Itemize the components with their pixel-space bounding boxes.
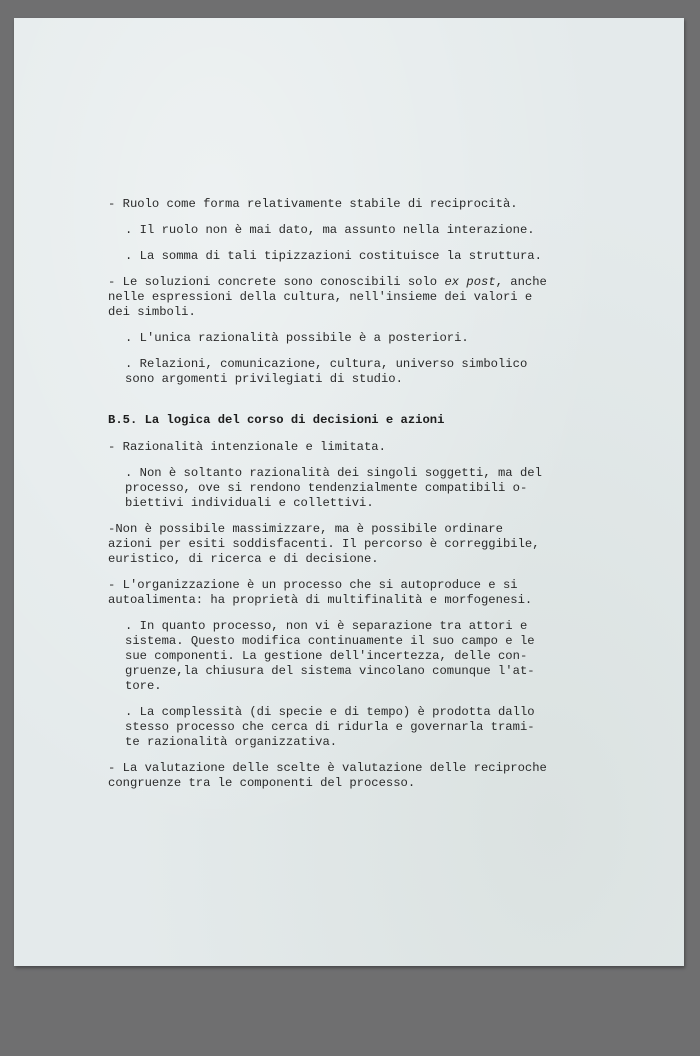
text-line: congruenze tra le componenti del processo. — [108, 776, 416, 790]
heading-text: B.5. La logica del corso di decisioni e azioni — [108, 413, 445, 427]
text-line: . L'unica razionalità possibile è a posteriori. — [125, 331, 469, 345]
text-line: - Ruolo come forma relativamente stabile di reciprocità. — [108, 197, 518, 211]
document-text — [108, 197, 596, 802]
text-fragment: - Le soluzioni concrete sono conoscibili solo — [108, 275, 445, 289]
bullet-relazioni — [125, 357, 596, 387]
text-line: euristico, di ricerca e di decisione. — [108, 552, 379, 566]
text-line — [108, 275, 596, 290]
bullet-in-quanto-processo — [125, 619, 596, 694]
paragraph-ruolo — [108, 197, 596, 212]
text-line: biettivi individuali e collettivi. — [125, 496, 374, 510]
text-fragment: , anche — [495, 275, 547, 289]
text-line: . La complessità (di specie e di tempo) è prodotta dallo — [125, 705, 535, 719]
text-line: gruenze,la chiusura del sistema vincolano comunque l'at- — [125, 664, 535, 678]
text-line: . Non è soltanto razionalità dei singoli soggetti, ma del — [125, 466, 542, 480]
text-line: . La somma di tali tipizzazioni costituisce la struttura. — [125, 249, 542, 263]
italic-text: ex post — [444, 275, 496, 289]
text-line: tore. — [125, 679, 162, 693]
paragraph-massimizzare — [108, 522, 596, 567]
bullet-complessita — [125, 705, 596, 750]
text-line: azioni per esiti soddisfacenti. Il percorso è correggibile, — [108, 537, 540, 551]
text-line: . In quanto processo, non vi è separazione tra attori e — [125, 619, 528, 633]
text-line: sue componenti. La gestione dell'incertezza, delle con- — [125, 649, 528, 663]
text-line: dei simboli. — [108, 305, 196, 319]
paragraph-razionalita — [108, 440, 596, 455]
text-line: sono argomenti privilegiati di studio. — [125, 372, 403, 386]
paragraph-organizzazione — [108, 578, 596, 608]
text-line: . Relazioni, comunicazione, cultura, universo simbolico — [125, 357, 528, 371]
section-heading — [108, 413, 596, 428]
bullet-somma-tipizzazioni — [125, 249, 596, 264]
bullet-non-soltanto — [125, 466, 596, 511]
text-line: sistema. Questo modifica continuamente il suo campo e le — [125, 634, 535, 648]
text-line: stesso processo che cerca di ridurla e governarla trami- — [125, 720, 535, 734]
text-line: . Il ruolo non è mai dato, ma assunto nella interazione. — [125, 223, 535, 237]
paragraph-soluzioni — [108, 275, 596, 320]
bullet-ruolo-non-dato — [125, 223, 596, 238]
bullet-razionalita-posteriori — [125, 331, 596, 346]
text-line: processo, ove si rendono tendenzialmente compatibili o- — [125, 481, 528, 495]
paragraph-valutazione — [108, 761, 596, 791]
text-line: autoalimenta: ha proprietà di multifinalità e morfogenesi. — [108, 593, 533, 607]
text-line: te razionalità organizzativa. — [125, 735, 338, 749]
text-line: - L'organizzazione è un processo che si autoproduce e si — [108, 578, 518, 592]
text-line: -Non è possibile massimizzare, ma è possibile ordinare — [108, 522, 503, 536]
text-line: - Razionalità intenzionale e limitata. — [108, 440, 386, 454]
text-line: nelle espressioni della cultura, nell'insieme dei valori e — [108, 290, 533, 304]
text-line: - La valutazione delle scelte è valutazione delle reciproche — [108, 761, 547, 775]
